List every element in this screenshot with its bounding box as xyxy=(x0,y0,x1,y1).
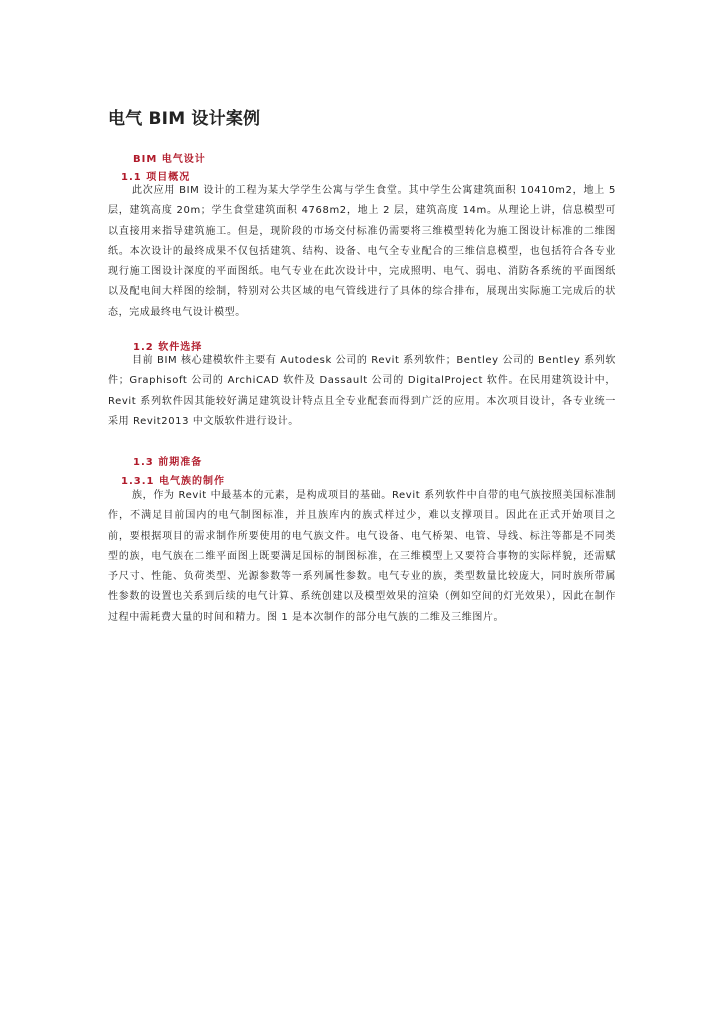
section-heading-software-selection: 1.2 软件选择 xyxy=(133,342,203,353)
section-heading-project-overview: 1.1 项目概况 xyxy=(121,172,191,183)
document-title: 电气 BIM 设计案例 xyxy=(108,109,261,129)
section-heading-preparation: 1.3 前期准备 xyxy=(133,457,203,468)
paragraph-software-selection: 目前 BIM 核心建模软件主要有 Autodesk 公司的 Revit 系列软件；Bentley 公司的 Bentley 系列软件；Graphisoft 公司的 ArchiCAD 软件及 Dassault 公司的 DigitalProject 软件。在民用建筑设计中，Revit 系列软件因其能较好满足建筑设计特点且全专业配套而得到广泛的应用。本次项目设计，各专业统一采用 Revit2013 中文版软件进行设计。 xyxy=(108,355,616,427)
subsection-heading-electrical-family: 1.3.1 电气族的制作 xyxy=(121,476,225,487)
paragraph-project-overview: 此次应用 BIM 设计的工程为某大学学生公寓与学生食堂。其中学生公寓建筑面积 10410m2，地上 5 层，建筑高度 20m；学生食堂建筑面积 4768m2，地上 2 层，建筑高度 14m。从理论上讲，信息模型可以直接用来指导建筑施工。但是，现阶段的市场交付标准仍需要将三维模型转化为施工图设计标准的二维图纸。本次设计的最终成果不仅包括建筑、结构、设备、电气全专业配合的三维信息模型，也包括符合各专业现行施工图设计深度的平面图纸。电气专业在此次设计中，完成照明、电气、弱电、消防各系统的平面图纸以及配电间大样图的绘制，特别对公共区域的电气管线进行了具体的综合排布，展现出实际施工完成后的状态，完成最终电气设计模型。 xyxy=(108,185,616,318)
paragraph-electrical-family: 族，作为 Revit 中最基本的元素，是构成项目的基础。Revit 系列软件中自带的电气族按照美国标准制作，不满足目前国内的电气制图标准，并且族库内的族式样过少，难以支撑项目。因此在正式开始项目之前，要根据项目的需求制作所要使用的电气族文件。电气设备、电气桥架、电管、导线、标注等都是不同类型的族，电气族在二维平面图上既要满足国标的制图标准，在三维模型上又要符合事物的实际样貌，还需赋予尺寸、性能、负荷类型、光源参数等一系列属性参数。电气专业的族，类型数量比较庞大，同时族所带属性参数的设置也关系到后续的电气计算、系统创建以及模型效果的渲染（例如空间的灯光效果），因此在制作过程中需耗费大量的时间和精力。图 1 是本次制作的部分电气族的二维及三维图片。 xyxy=(108,490,616,623)
section-heading-bim-electrical: BIM 电气设计 xyxy=(133,154,206,165)
